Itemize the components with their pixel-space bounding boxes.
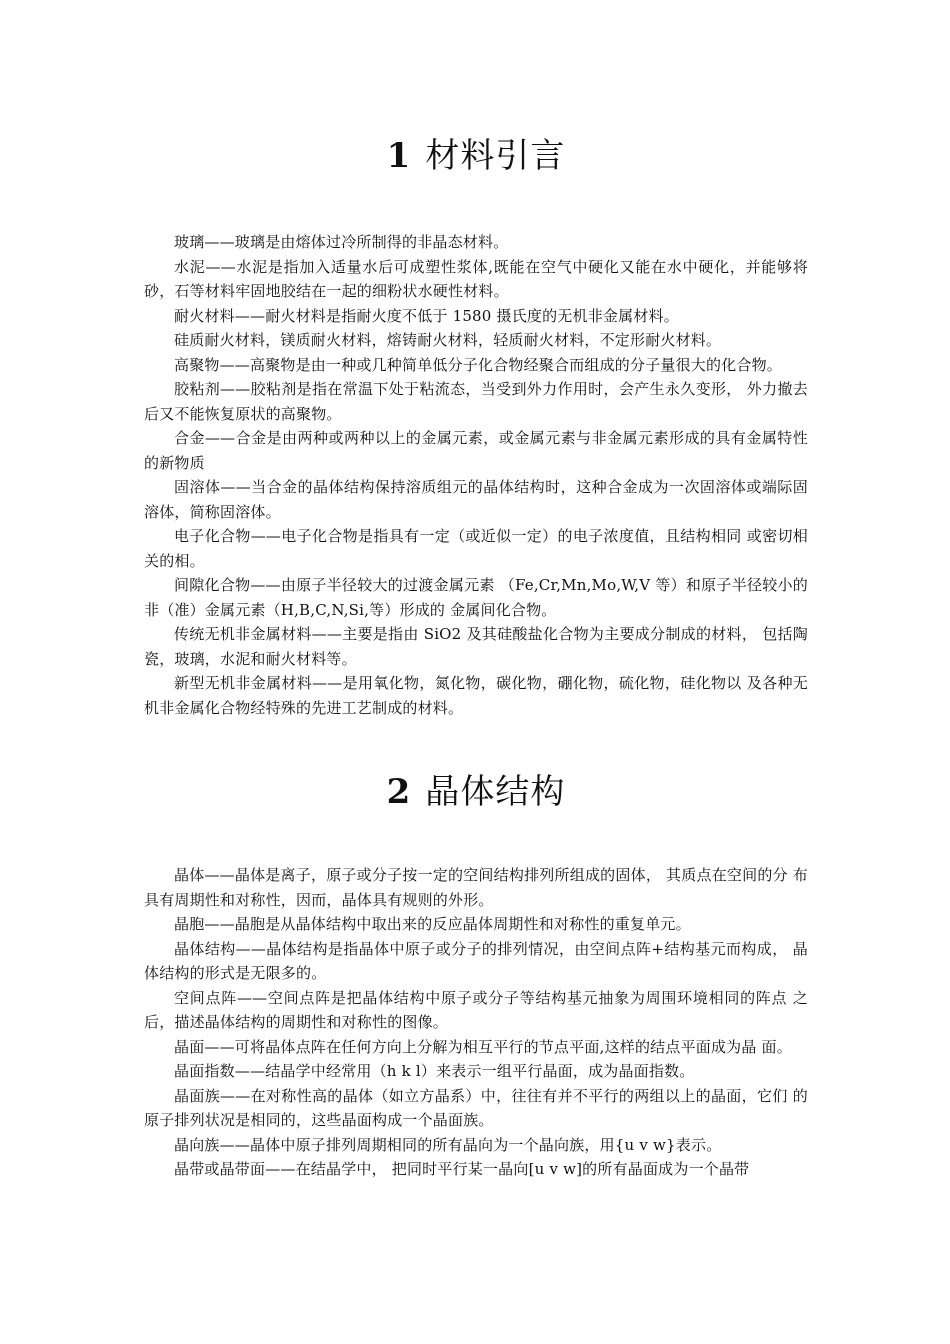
- section-title-text: 材料引言: [425, 136, 566, 176]
- section-body: [144, 230, 808, 720]
- section-number: 1: [386, 136, 412, 176]
- paragraph: 晶胞——晶胞是从晶体结构中取出来的反应晶体周期性和对称性的重复单元。: [174, 915, 691, 933]
- section-title: [144, 772, 808, 812]
- paragraph: 合金——合金是由两种或两种以上的金属元素，或金属元素与非金属元素形成的具有金属特性的新物质: [144, 429, 808, 472]
- paragraph: 空间点阵——空间点阵是把晶体结构中原子或分子等结构基元抽象为周围环境相同的阵点 之后，描述晶体结构的周期性和对称性的图像。: [144, 988, 808, 1031]
- paragraph: 间隙化合物——由原子半径较大的过渡金属元素 （Fe,Cr,Mn,Mo,W,V 等）和原子半径较小的非（准）金属元素（H,B,C,N,Si,等）形成的 金属间化合物。: [144, 576, 808, 619]
- paragraph: 传统无机非金属材料——主要是指由 SiO2 及其硅酸盐化合物为主要成分制成的材料， 包括陶瓷，玻璃，水泥和耐火材料等。: [144, 625, 808, 668]
- paragraph: 高聚物——高聚物是由一种或几种简单低分子化合物经聚合而组成的分子量很大的化合物。: [174, 355, 783, 374]
- paragraph: 新型无机非金属材料——是用氧化物，氮化物，碳化物，硼化物，硫化物，硅化物以 及各种无机非金属化合物经特殊的先进工艺制成的材料。: [144, 674, 808, 717]
- paragraph: 晶体结构——晶体结构是指晶体中原子或分子的排列情况，由空间点阵+结构基元而构成， 晶体结构的形式是无限多的。: [144, 939, 808, 982]
- paragraph: 固溶体——当合金的晶体结构保持溶质组元的晶体结构时，这种合金成为一次固溶体或端际固溶体，简称固溶体。: [144, 478, 808, 521]
- paragraph: 晶面指数——结晶学中经常用（h k l）来表示一组平行晶面，成为晶面指数。: [174, 1062, 695, 1080]
- paragraph: 晶体——晶体是离子，原子或分子按一定的空间结构排列所组成的固体， 其质点在空间的分 布具有周期性和对称性，因而，晶体具有规则的外形。: [144, 866, 808, 909]
- paragraph: 晶面——可将晶体点阵在任何方向上分解为相互平行的节点平面,这样的结点平面成为晶 面。: [174, 1037, 792, 1056]
- paragraph: 耐火材料——耐火材料是指耐火度不低于 1580 摄氏度的无机非金属材料。: [174, 306, 679, 325]
- section-number: 2: [386, 772, 412, 812]
- section-body: [144, 863, 808, 1182]
- paragraph: 晶向族——晶体中原子排列周期相同的所有晶向为一个晶向族，用{u v w}表示。: [174, 1135, 722, 1154]
- paragraph: 水泥——水泥是指加入适量水后可成塑性浆体,既能在空气中硬化又能在水中硬化，并能够将砂，石等材料牢固地胶结在一起的细粉状水硬性材料。: [144, 257, 808, 300]
- section-title: [144, 136, 808, 176]
- paragraph: 晶面族——在对称性高的晶体（如立方晶系）中，往往有并不平行的两组以上的晶面，它们 的原子排列状况是相同的，这些晶面构成一个晶面族。: [144, 1086, 808, 1129]
- paragraph: 晶带或晶带面——在结晶学中， 把同时平行某一晶向[u v w]的所有晶面成为一个晶带: [174, 1160, 750, 1178]
- paragraph: 硅质耐火材料，镁质耐火材料，熔铸耐火材料，轻质耐火材料，不定形耐火材料。: [174, 331, 722, 349]
- paragraph: 玻璃——玻璃是由熔体过冷所制得的非晶态材料。: [174, 233, 509, 251]
- paragraph: 胶粘剂——胶粘剂是指在常温下处于粘流态，当受到外力作用时，会产生永久变形， 外力撤去后又不能恢复原状的高聚物。: [144, 380, 808, 423]
- section-title-text: 晶体结构: [425, 772, 566, 812]
- paragraph: 电子化合物——电子化合物是指具有一定（或近似一定）的电子浓度值，且结构相同 或密切相关的相。: [144, 527, 808, 570]
